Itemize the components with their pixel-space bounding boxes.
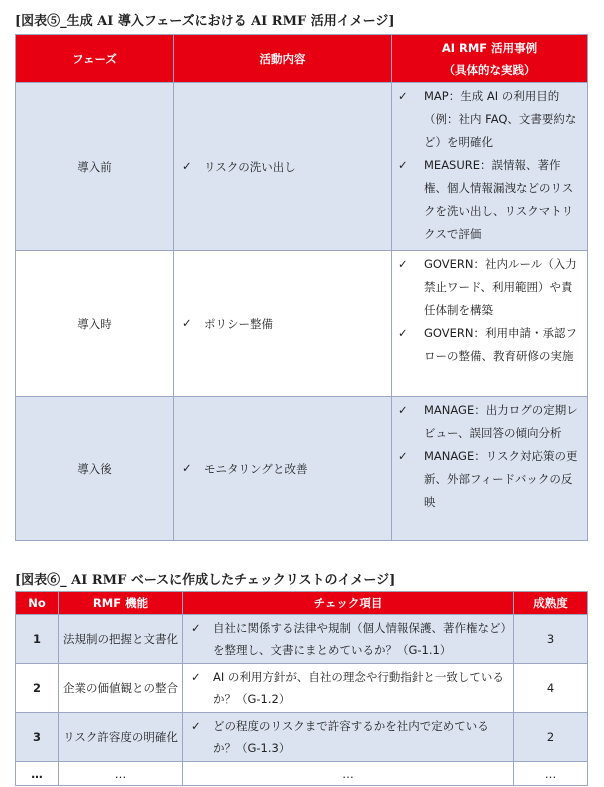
- table-row: [16, 397, 588, 541]
- check-icon: ✓: [398, 403, 408, 417]
- row-number: 1: [16, 615, 59, 664]
- table-row: [16, 83, 588, 251]
- table-row: [16, 762, 588, 786]
- examples-cell: [392, 83, 588, 251]
- example-text: MEASURE：誤情報、著作権、個人情報漏洩などのリスクを洗い出し、リスクマトリクスで評価: [424, 158, 574, 241]
- check-item-cell: [183, 664, 514, 713]
- figure5-caption: [図表⑤_生成 AI 導入フェーズにおける AI RMF 活用イメージ]: [15, 14, 395, 29]
- maturity-cell: …: [514, 762, 588, 786]
- header-phase: フェーズ: [16, 35, 174, 83]
- header-no: No: [16, 592, 59, 615]
- examples-cell: [392, 251, 588, 397]
- check-icon: ✓: [191, 670, 201, 684]
- rmf-function-cell: 企業の価値観との整合: [59, 664, 183, 713]
- check-item-text: どの程度のリスクまで許容するかを社内で定めているか？（G-1.3）: [213, 719, 489, 755]
- table-row: [16, 713, 588, 762]
- check-icon: ✓: [191, 621, 201, 635]
- check-icon: ✓: [182, 158, 192, 173]
- header-examples: [392, 35, 588, 83]
- header-examples-line1: AI RMF 活用事例: [441, 40, 538, 55]
- example-text: GOVERN：利用申請・承認フローの整備、教育研修の実施: [424, 326, 577, 363]
- activity-cell: [174, 83, 392, 251]
- check-item-cell: …: [183, 762, 514, 786]
- rmf-function-cell: …: [59, 762, 183, 786]
- header-activity: 活動内容: [174, 35, 392, 83]
- phase-cell: 導入後: [16, 397, 174, 541]
- check-item-cell: [183, 615, 514, 664]
- header-maturity: 成熟度: [514, 592, 588, 615]
- figure5-table: [15, 34, 588, 541]
- examples-cell: [392, 397, 588, 541]
- check-item-text: 自社に関係する法律や規制（個人情報保護、著作権など）を整理し、文書にまとめているか？（G-1.1）: [213, 621, 507, 657]
- example-text: MANAGE：出力ログの定期レビュー、誤回答の傾向分析: [424, 403, 578, 440]
- check-icon: ✓: [398, 326, 408, 340]
- check-icon: ✓: [182, 315, 192, 330]
- header-check-item: チェック項目: [183, 592, 514, 615]
- activity-cell: [174, 251, 392, 397]
- check-icon: ✓: [398, 257, 408, 271]
- table-row: [16, 664, 588, 713]
- check-item-cell: [183, 713, 514, 762]
- activity-text: リスクの洗い出し: [204, 159, 296, 174]
- example-text: MAP：生成 AI の利用目的（例：社内 FAQ、文書要約など）を明確化: [424, 89, 577, 149]
- check-icon: ✓: [398, 158, 408, 172]
- phase-cell: 導入時: [16, 251, 174, 397]
- activity-text: モニタリングと改善: [204, 461, 308, 476]
- check-icon: ✓: [182, 460, 192, 475]
- example-text: GOVERN：社内ルール（入力禁止ワード、利用範囲）や責任体制を構築: [424, 257, 577, 317]
- check-icon: ✓: [398, 449, 408, 463]
- row-number: 2: [16, 664, 59, 713]
- maturity-cell: 4: [514, 664, 588, 713]
- rmf-function-cell: リスク許容度の明確化: [59, 713, 183, 762]
- example-text: MANAGE：リスク対応策の更新、外部フィードバックの反映: [424, 449, 578, 509]
- phase-cell: 導入前: [16, 83, 174, 251]
- maturity-cell: 3: [514, 615, 588, 664]
- figure6-header-row: [16, 592, 588, 615]
- figure6-table: [15, 591, 588, 786]
- check-item-text: AI の利用方針が、自社の理念や行動指針と一致しているか？（G-1.2）: [213, 670, 504, 706]
- check-icon: ✓: [191, 719, 201, 733]
- figure5-header-row: [16, 35, 588, 83]
- maturity-cell: 2: [514, 713, 588, 762]
- table-row: [16, 615, 588, 664]
- figure6-caption: [図表⑥_ AI RMF ベースに作成したチェックリストのイメージ]: [15, 573, 396, 588]
- row-number: …: [16, 762, 59, 786]
- header-examples-line2: （具体的な実践）: [443, 62, 536, 77]
- table-row: [16, 251, 588, 397]
- activity-text: ポリシー整備: [204, 316, 273, 331]
- row-number: 3: [16, 713, 59, 762]
- activity-cell: [174, 397, 392, 541]
- rmf-function-cell: 法規制の把握と文書化: [59, 615, 183, 664]
- header-rmf-function: RMF 機能: [59, 592, 183, 615]
- check-icon: ✓: [398, 89, 408, 103]
